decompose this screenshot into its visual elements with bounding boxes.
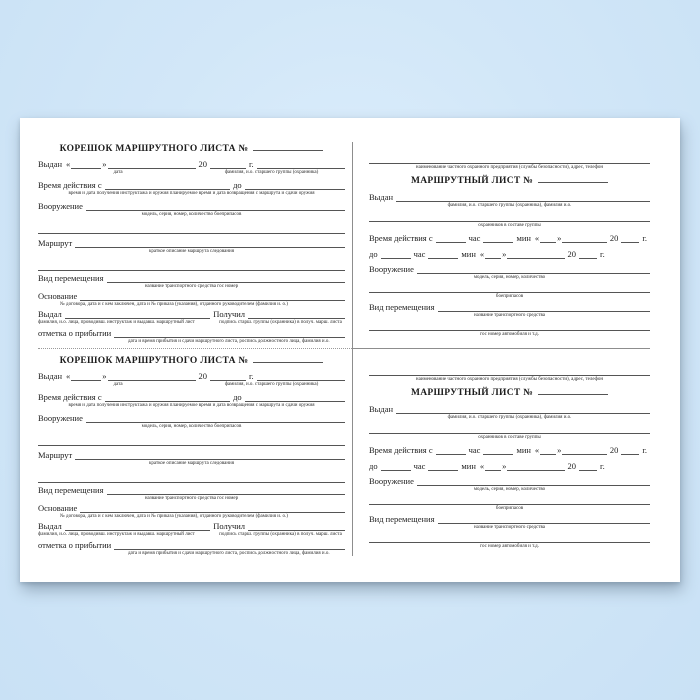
received-by-label: Получил [213,309,246,319]
form-copy-slot-top [38,142,650,346]
stub-number-blank [253,361,323,363]
stub-basis-row [38,291,345,301]
caption-movement: название транспортного средства гос номер [144,284,239,289]
weapons-blank [86,208,345,211]
ammo-row [369,495,650,505]
stub-route-caption [38,461,345,467]
movement-label: Вид перемещения [38,485,104,495]
validity-from-blank [105,187,230,190]
plate-row [369,321,650,331]
route-label: Маршрут [38,450,73,460]
year-suffix: г. [642,233,647,243]
caption-list-weapons: модель, серия, номер, количество [473,275,546,280]
list-issued-label: Выдан [369,404,394,414]
stub-weapons-caption [38,212,345,218]
close-quote: » [102,371,107,381]
arrival-blank [114,335,345,338]
vertical-divider [352,142,353,556]
list-weapons-caption [369,275,650,281]
open-quote: « [534,233,540,243]
received-by-blank [248,528,345,531]
stub-continuation-row [38,436,345,446]
group-row [369,424,650,434]
validity-to-label: до [233,392,242,402]
org-blank [369,373,650,376]
list-issued-label: Выдан [369,192,394,202]
hour-label: час [468,445,481,455]
movement-blank [107,492,346,495]
plate-caption-row [369,544,650,550]
stub-title: КОРЕШОК МАРШРУТНОГО ЛИСТА № [59,356,249,366]
caption-received-by: подпись старш. группы (охранника) в получ. марш. листа [219,532,342,537]
hour-blank [436,240,466,243]
list-weapons-row [369,264,650,274]
minute-label: мин [461,249,476,259]
org-blank [369,161,650,164]
issued-by-blank [65,316,210,319]
open-quote: « [66,371,71,381]
minute-blank [483,452,513,455]
month-blank [108,166,196,169]
stub-route-caption [38,249,345,255]
stub-issued-label: Выдан [38,371,63,381]
stub-validity-row [38,180,345,190]
list-weapons-row [369,476,650,486]
caption-weapons: модель, серия, номер, количество боеприпасов [141,212,242,217]
hour-label: час [468,233,481,243]
plate-blank [369,328,650,331]
list-movement-label: Вид перемещения [369,302,435,312]
time-to-row [369,249,650,259]
org-caption-row [369,165,650,171]
time-to-label: до [369,249,378,259]
year-prefix: 20 [609,445,619,455]
caption-arrival: дата и время прибытия и сдачи маршрутного листа, роспись должностного лица, фамилия и.о. [128,339,330,344]
validity-to-blank [245,187,345,190]
open-quote: « [534,445,540,455]
basis-label: Основание [38,503,78,513]
arrival-label: отметка о прибытии [38,540,112,550]
validity-label: Время действия с [38,392,102,402]
validity-from-blank [105,399,230,402]
basis-blank [80,510,345,513]
list-weapons-label: Вооружение [369,264,414,274]
list-movement-label: Вид перемещения [369,514,435,524]
list-number-blank [538,181,608,183]
route-blank [75,245,345,248]
list-weapons-blank [417,483,650,486]
stub-validity-caption [38,191,345,197]
stub-number-blank [253,149,323,151]
open-quote: « [479,249,485,259]
caption-route: краткое описание маршрута следования [148,249,234,254]
caption-date: дата [113,170,123,175]
minute-label: мин [461,461,476,471]
stub-title-row [38,144,345,155]
routesheet-section [369,354,650,558]
received-by-blank [248,316,345,319]
stub-continuation-row [38,473,345,483]
stub-validity-caption [38,403,345,409]
route-form-copy [38,354,650,558]
caption-ammo: боеприпасов [495,506,524,511]
name-blank [257,166,345,169]
hour-blank [381,256,411,259]
ammo-blank [369,290,650,293]
caption-validity: время и дата получения инструктажа и оружия планируемое время и дата возвращения с маршрута и сдачи оружия [68,403,315,408]
weapons-label: Вооружение [38,201,83,211]
basis-label: Основание [38,291,78,301]
caption-name: фамилия, и.о. старшего группы (охранника) [224,170,319,175]
close-quote: » [102,159,107,169]
stub-movement-row [38,273,345,283]
caption-issued-by: фамилия, и.о. лица, проводивш. инструктаж и выдавш. маршрутный лист [38,320,195,325]
list-title: МАРШРУТНЫЙ ЛИСТ № [410,176,534,186]
org-caption-row [369,377,650,383]
year-suffix: г. [600,461,605,471]
stub-title: КОРЕШОК МАРШРУТНОГО ЛИСТА № [59,144,249,154]
year-suffix: г. [600,249,605,259]
plate-caption-row [369,332,650,338]
plate-blank [369,540,650,543]
basis-blank [80,298,345,301]
hour-label: час [413,249,426,259]
time-to-label: до [369,461,378,471]
form-copy-slot-bottom [38,354,650,558]
arrival-blank [114,547,345,550]
cut-line [38,348,650,349]
open-quote: « [479,461,485,471]
close-quote: » [557,233,562,243]
org-row [369,154,650,164]
column-gap [345,354,369,558]
arrival-label: отметка о прибытии [38,328,112,338]
group-blank [369,219,650,222]
list-issued-row [369,404,650,414]
year-prefix: 20 [198,371,208,381]
stub-handover-captions [38,532,345,538]
list-weapons-caption [369,487,650,493]
form-copies [20,118,680,582]
stub-basis-caption [38,514,345,520]
caption-issued-by: фамилия, и.о. лица, проводивш. инструктаж и выдавш. маршрутный лист [38,532,195,537]
stub-issued-label: Выдан [38,159,63,169]
caption-list-weapons: модель, серия, номер, количество [473,487,546,492]
stub-movement-caption [38,496,345,502]
group-caption-row [369,223,650,229]
route-blank [75,457,345,460]
movement-label: Вид перемещения [38,273,104,283]
stub-title-row [38,356,345,367]
day-blank [485,468,501,471]
continuation-blank [38,480,345,483]
year-blank [621,452,639,455]
caption-route: краткое описание маршрута следования [148,461,234,466]
hour-label: час [413,461,426,471]
caption-list-issued: фамилия, и.о. старшего группы (охранника), фамилия и.о. [447,415,572,420]
caption-list-movement: название транспортного средства [473,525,546,530]
month-blank [507,468,564,471]
caption-plate: гос номер автомобиля и т.д. [480,332,539,337]
caption-list-issued: фамилия, и.о. старшего группы (охранника), фамилия и.о. [447,203,572,208]
year-blank [210,166,246,169]
year-suffix: г. [249,371,254,381]
route-form-copy [38,142,650,346]
list-issued-row [369,192,650,202]
year-prefix: 20 [567,461,577,471]
close-quote: » [502,249,507,259]
received-by-label: Получил [213,521,246,531]
stub-arrival-caption [38,551,345,557]
list-title-row [369,388,650,399]
month-blank [562,452,606,455]
stub-continuation-row [38,224,345,234]
caption-basis: № договора, дата и с кем заключен, дата и № приказа (указания), отданного руководителем (фамилия и. о.) [60,514,288,519]
list-movement-blank [438,521,651,524]
year-blank [579,468,597,471]
stub-handover-captions [38,320,345,326]
stub-section [38,354,345,558]
list-movement-caption [369,525,650,531]
stub-handover-row [38,521,345,531]
year-blank [579,256,597,259]
stub-movement-caption [38,284,345,290]
caption-group: охранников в составе группы [478,435,541,440]
month-blank [562,240,606,243]
caption-basis: № договора, дата и с кем заключен, дата и № приказа (указания), отданного руководителем (фамилия и. о.) [60,302,288,307]
stub-issued-captions [38,170,345,176]
form-sheet [20,118,680,582]
day-blank [540,452,556,455]
month-blank [507,256,564,259]
cut-line-solid [352,348,650,349]
plate-row [369,533,650,543]
continuation-blank [38,443,345,446]
ammo-caption-row [369,294,650,300]
caption-weapons: модель, серия, номер, количество боеприпасов [141,424,242,429]
time-from-row [369,445,650,455]
caption-movement: название транспортного средства гос номер [144,496,239,501]
caption-org: наименование частного охранного предприятия (службы безопасности), адрес, телефон [415,165,604,170]
stub-route-row [38,238,345,248]
weapons-blank [86,420,345,423]
ammo-row [369,283,650,293]
ammo-blank [369,502,650,505]
minute-blank [428,468,458,471]
list-issued-caption [369,203,650,209]
day-blank [71,166,101,169]
day-blank [540,240,556,243]
time-from-label: Время действия с [369,445,433,455]
list-issued-blank [396,199,650,202]
caption-date: дата [113,382,123,387]
name-blank [257,378,345,381]
caption-validity: время и дата получения инструктажа и оружия планируемое время и дата возвращения с маршрута и сдачи оружия [68,191,315,196]
minute-blank [428,256,458,259]
hour-blank [381,468,411,471]
stub-issued-row [38,159,345,169]
stub-arrival-row [38,328,345,338]
stub-handover-row [38,309,345,319]
issued-by-label: Выдал [38,309,62,319]
list-movement-row [369,302,650,312]
stub-section [38,142,345,346]
org-row [369,366,650,376]
movement-blank [107,280,346,283]
stub-weapons-row [38,413,345,423]
validity-label: Время действия с [38,180,102,190]
stub-weapons-row [38,201,345,211]
weapons-label: Вооружение [38,413,83,423]
open-quote: « [66,159,71,169]
continuation-blank [38,268,345,271]
year-blank [621,240,639,243]
minute-label: мин [516,233,531,243]
hour-blank [436,452,466,455]
caption-arrival: дата и время прибытия и сдачи маршрутного листа, роспись должностного лица, фамилия и.о. [128,551,330,556]
close-quote: » [557,445,562,455]
list-title-row [369,176,650,187]
time-from-row [369,233,650,243]
year-prefix: 20 [567,249,577,259]
minute-label: мин [516,445,531,455]
group-row [369,212,650,222]
stub-validity-row [38,392,345,402]
validity-to-blank [245,399,345,402]
group-caption-row [369,435,650,441]
issued-by-label: Выдал [38,521,62,531]
group-blank [369,431,650,434]
close-quote: » [502,461,507,471]
route-label: Маршрут [38,238,73,248]
stub-basis-row [38,503,345,513]
time-from-label: Время действия с [369,233,433,243]
validity-to-label: до [233,180,242,190]
caption-org: наименование частного охранного предприятия (службы безопасности), адрес, телефон [415,377,604,382]
continuation-blank [38,231,345,234]
stub-basis-caption [38,302,345,308]
stub-route-row [38,450,345,460]
stub-arrival-row [38,540,345,550]
stub-arrival-caption [38,339,345,345]
list-issued-caption [369,415,650,421]
stub-movement-row [38,485,345,495]
issued-by-blank [65,528,210,531]
year-blank [210,378,246,381]
list-movement-blank [438,309,651,312]
list-weapons-label: Вооружение [369,476,414,486]
year-suffix: г. [249,159,254,169]
caption-name: фамилия, и.о. старшего группы (охранника) [224,382,319,387]
month-blank [108,378,196,381]
caption-list-movement: название транспортного средства [473,313,546,318]
ammo-caption-row [369,506,650,512]
year-prefix: 20 [198,159,208,169]
caption-ammo: боеприпасов [495,294,524,299]
caption-group: охранников в составе группы [478,223,541,228]
stub-issued-row [38,371,345,381]
day-blank [485,256,501,259]
routesheet-section [369,142,650,346]
column-gap [345,142,369,346]
cut-line-dotted [38,348,352,349]
time-to-row [369,461,650,471]
caption-received-by: подпись старш. группы (охранника) в получ. марш. листа [219,320,342,325]
stub-continuation-row [38,261,345,271]
list-number-blank [538,393,608,395]
list-title: МАРШРУТНЫЙ ЛИСТ № [410,388,534,398]
stub-weapons-caption [38,424,345,430]
caption-plate: гос номер автомобиля и т.д. [480,544,539,549]
list-issued-blank [396,411,650,414]
list-weapons-blank [417,271,650,274]
year-prefix: 20 [609,233,619,243]
list-movement-caption [369,313,650,319]
stub-issued-captions [38,382,345,388]
list-movement-row [369,514,650,524]
year-suffix: г. [642,445,647,455]
minute-blank [483,240,513,243]
day-blank [71,378,101,381]
